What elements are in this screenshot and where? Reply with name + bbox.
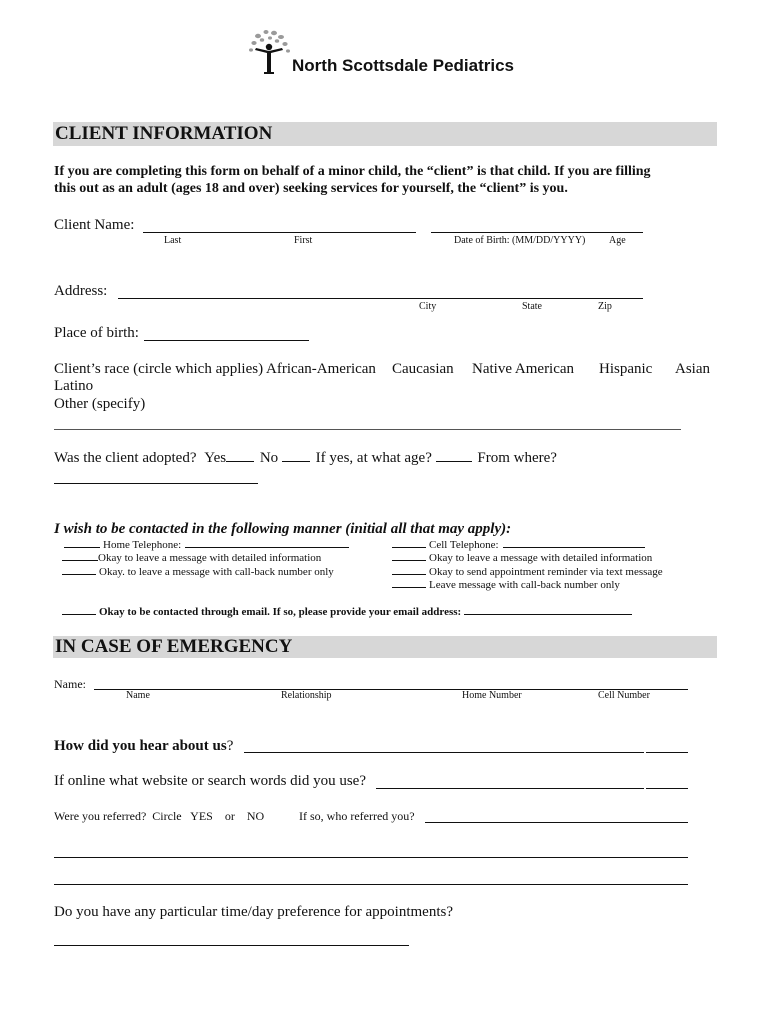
client-name-label: Client Name: [54,217,135,233]
place-of-birth-label: Place of birth: [54,325,139,341]
home-telephone-label: Home Telephone: [103,539,182,551]
home-detailed-row[interactable] [62,552,321,564]
client-name-line[interactable] [143,232,416,233]
cell-text-label: Okay to send appointment reminder via text message [429,566,663,578]
adopted-no-blank[interactable] [282,461,310,462]
initial-blank[interactable] [392,560,426,561]
notes-line-1[interactable] [54,857,688,858]
initial-blank[interactable] [64,547,100,548]
sub-label-city: City [419,301,437,312]
home-telephone-line[interactable] [185,547,349,548]
hear-about-us-line-end[interactable] [646,752,688,753]
email-label: Okay to be contacted through email. If so, please provide your email address: [99,606,462,618]
adopted-question [54,450,557,467]
online-search-line-end[interactable] [646,788,688,789]
hear-about-us-bold: How did you hear about us [54,738,227,754]
emergency-name-label: Name: [54,677,86,691]
initial-blank[interactable] [392,574,426,575]
initial-blank[interactable] [62,574,96,575]
race-option-hispanic[interactable]: Hispanic [599,361,653,377]
cell-telephone-label: Cell Telephone: [429,539,499,551]
home-detailed-label: Okay to leave a message with detailed information [98,552,322,564]
appointment-preference-line[interactable] [54,945,409,946]
section-title: CLIENT INFORMATION [55,123,273,144]
logo [246,28,292,76]
appointment-preference-label: Do you have any particular time/day preference for appointments? [54,904,454,920]
adopted-label: Was the client adopted? [54,450,197,466]
intro-line-1: If you are completing this form on behalf of a minor child, the “client” is that child. If you are filling [54,164,651,179]
notes-line-2[interactable] [54,884,688,885]
initial-blank[interactable] [62,560,98,561]
online-search-label: If online what website or search words did you use? [54,773,366,789]
adopted-from-where: From where? [477,450,557,466]
emergency-banner [53,636,717,658]
dob-age-line[interactable] [431,232,643,233]
initial-blank[interactable] [392,547,426,548]
sub-label-name: Name [126,690,150,701]
section-title: IN CASE OF EMERGENCY [55,636,293,657]
home-callback-label: Okay. to leave a message with call-back number only [99,566,334,578]
cell-telephone-row[interactable] [392,539,645,551]
race-option-other[interactable]: Other (specify) [54,396,146,412]
contact-heading: I wish to be contacted in the following manner (initial all that may apply): [54,521,512,537]
race-other-line[interactable] [54,429,681,430]
sub-label-state: State [522,301,542,312]
intro-line-2: this out as an adult (ages 18 and over) seeking services for yourself, the “client” is you. [54,181,568,196]
sub-label-first: First [294,235,313,246]
referred-question: Were you referred? Circle YES or NO [54,809,265,823]
sub-label-relationship: Relationship [281,690,332,701]
address-line[interactable] [118,298,643,299]
adopted-age-label: If yes, at what age? [315,450,432,466]
initial-blank[interactable] [62,614,96,615]
initial-blank[interactable] [392,587,426,588]
sub-label-last: Last [164,235,182,246]
org-name: North Scottsdale Pediatrics [292,56,515,75]
race-option-native-american[interactable]: Native American [472,361,575,377]
place-of-birth-line[interactable] [144,340,309,341]
adopted-no: No [259,450,279,466]
email-line[interactable] [464,614,632,615]
sub-label-cell-number: Cell Number [598,690,650,701]
cell-callback-row[interactable] [392,579,620,591]
hear-about-us-qmark: ? [226,738,234,754]
race-option-latino[interactable]: Latino [54,378,94,394]
sub-label-dob: Date of Birth: (MM/DD/YYYY) [454,235,586,246]
referred-by-label: If so, who referred you? [299,809,415,823]
sub-label-home-number: Home Number [462,690,522,701]
referred-by-line[interactable] [425,822,688,823]
online-search-line[interactable] [376,788,644,789]
hear-about-us-label [54,738,233,755]
adopted-yes: Yes [204,450,227,466]
hear-about-us-line[interactable] [244,752,644,753]
adopted-from-line[interactable] [54,483,258,484]
sub-label-age: Age [609,235,626,246]
cell-text-row[interactable] [392,566,663,578]
race-option-caucasian[interactable]: Caucasian [392,361,454,377]
cell-detailed-row[interactable] [392,552,652,564]
race-label: Client’s race (circle which applies) African-American [54,361,376,377]
tree-figure-logo-icon [246,28,292,76]
sub-label-zip: Zip [598,301,612,312]
cell-detailed-label: Okay to leave a message with detailed information [429,552,653,564]
cell-telephone-line[interactable] [503,547,645,548]
adopted-yes-blank[interactable] [226,461,254,462]
client-information-banner [53,122,717,146]
cell-callback-label: Leave message with call-back number only [429,579,620,591]
adopted-age-blank[interactable] [436,461,472,462]
home-telephone-row[interactable] [64,539,349,551]
email-row[interactable] [62,606,632,618]
home-callback-row[interactable] [62,566,334,578]
race-option-asian[interactable]: Asian [675,361,710,377]
address-label: Address: [54,283,108,299]
